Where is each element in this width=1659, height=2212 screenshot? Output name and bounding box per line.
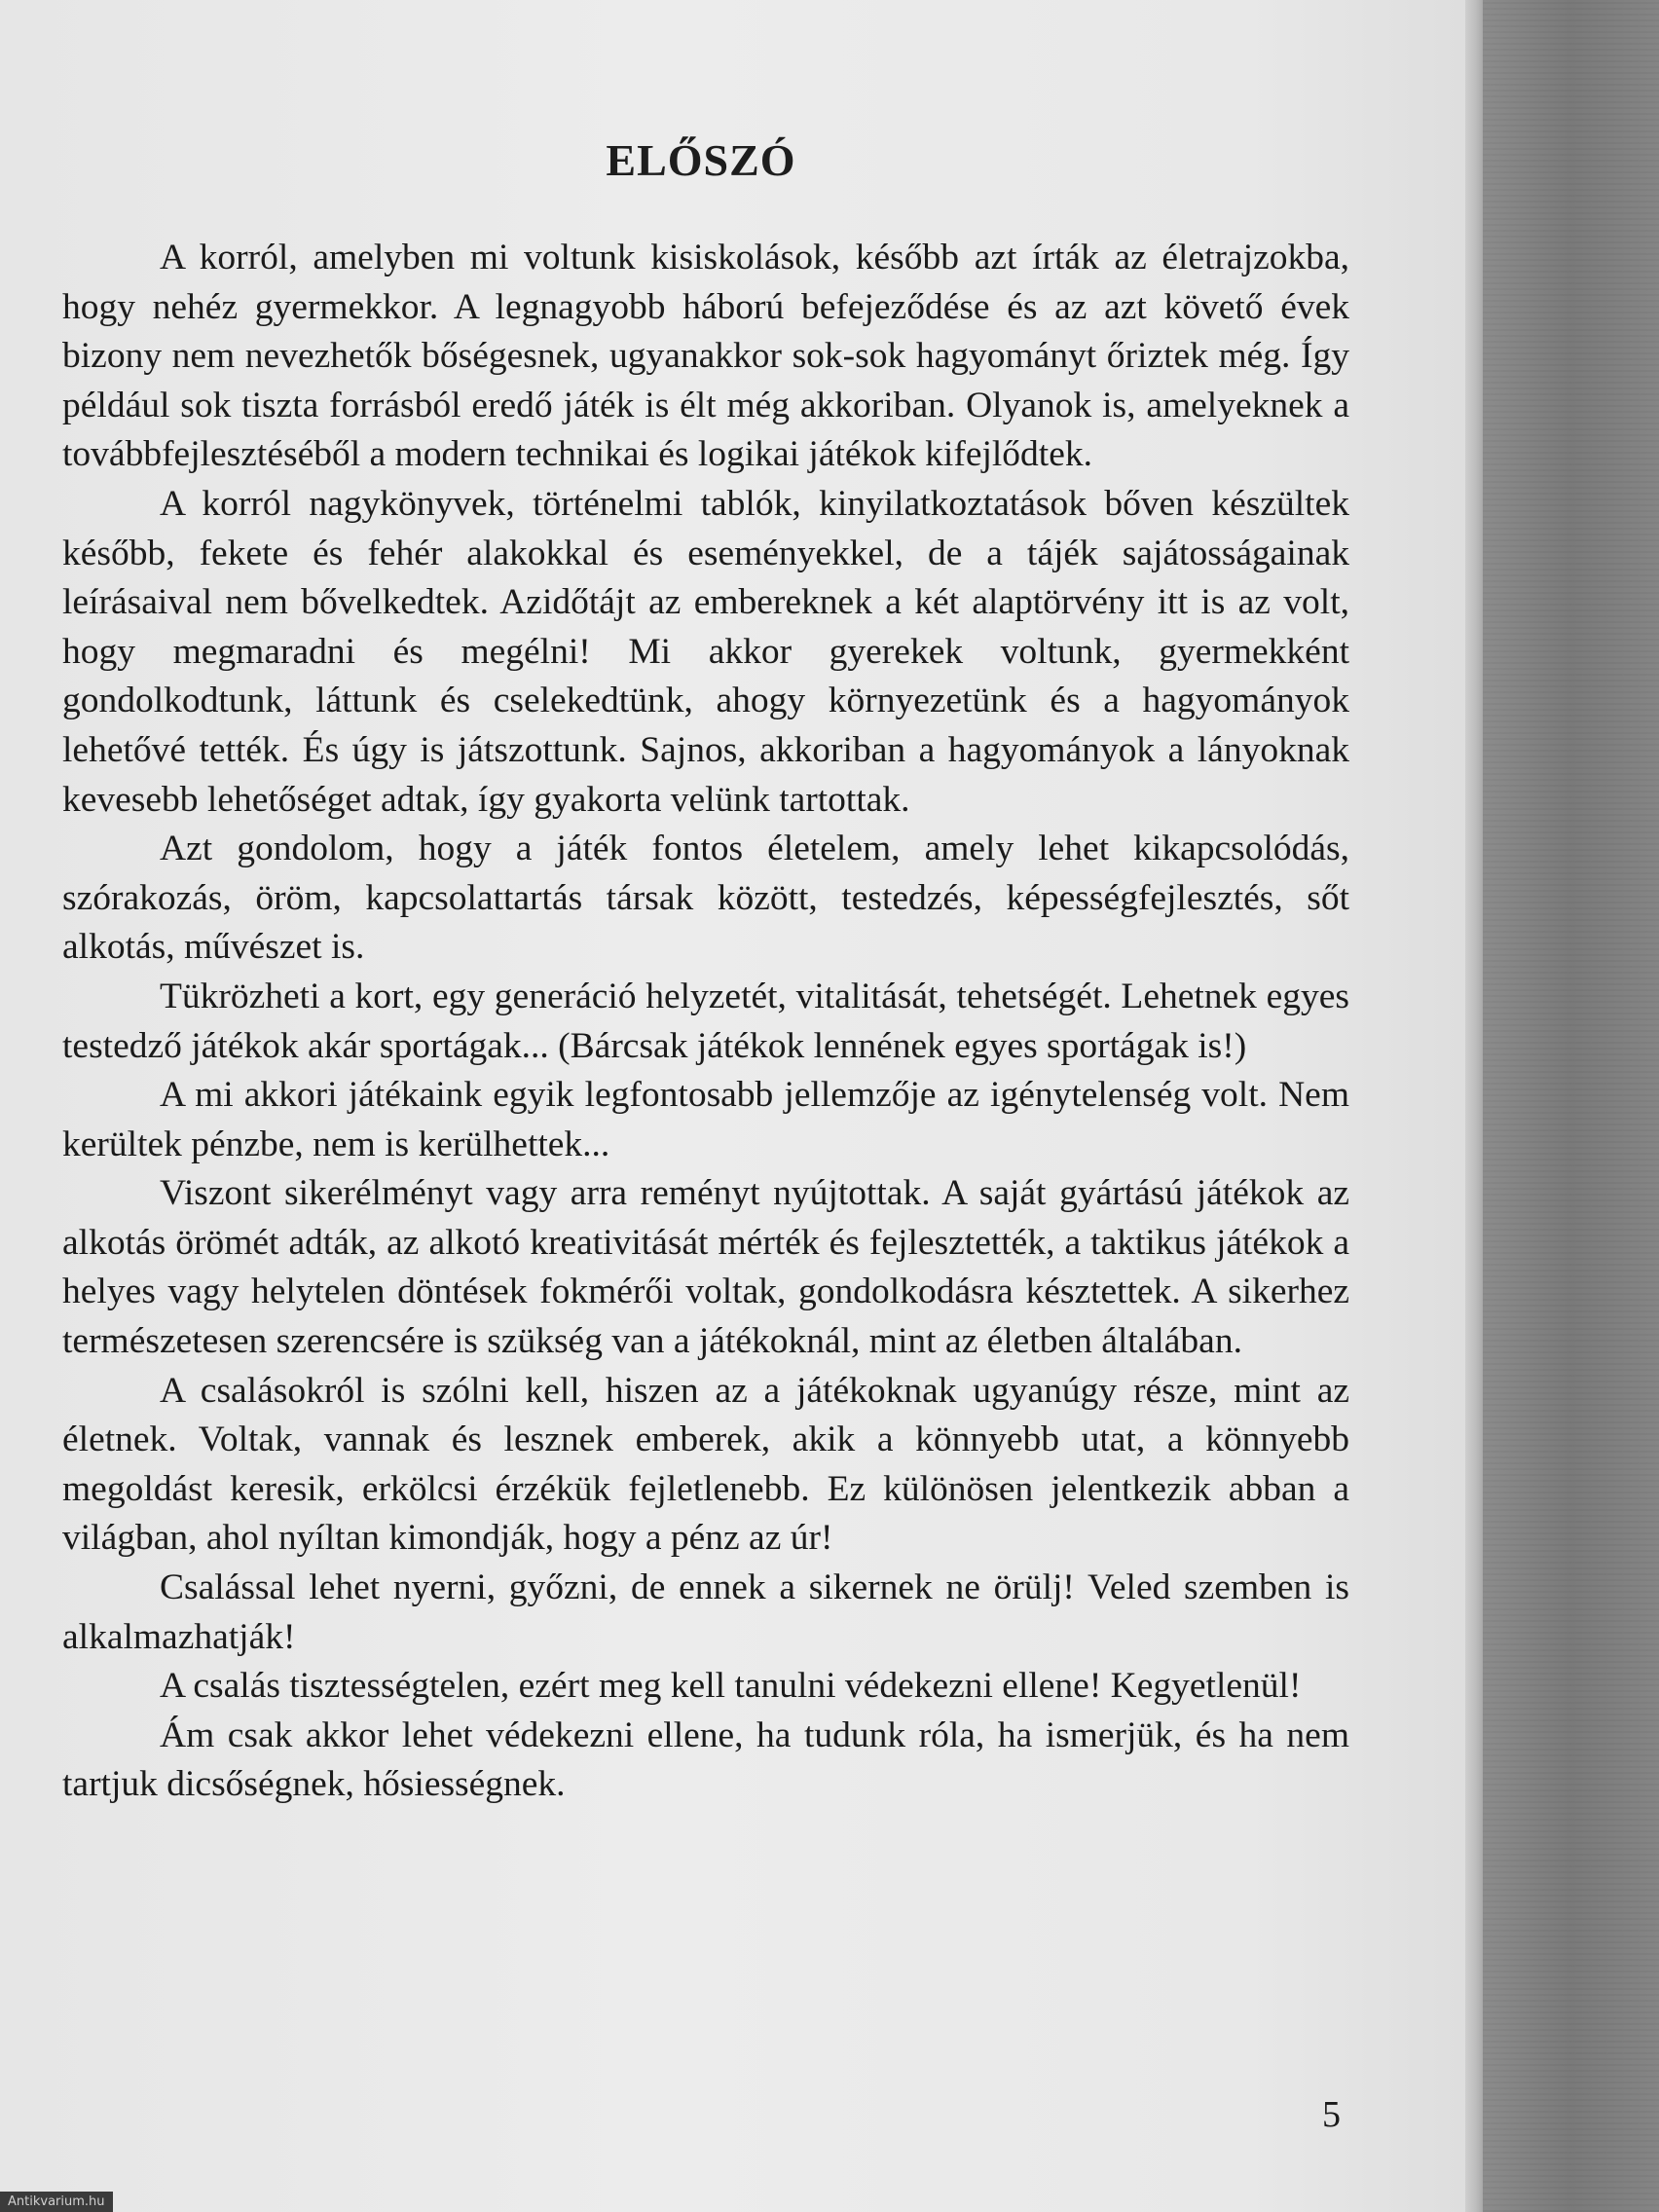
paragraph-8: Csalással lehet nyerni, győzni, de ennek a sikernek ne örülj! Veled szemben is alkalmazhatják! <box>62 1567 1349 1657</box>
paragraph-6: Viszont sikerélményt vagy arra reményt nyújtottak. A saját gyártású játékok az alkotás örömét adták, az alkotó kreativitását mérték és fejlesztették, a taktikus játékok a helyes vagy helytelen döntések fokmérői voltak, gondolkodásra késztettek. A sikerhez természetesen szerencsére is szükség van a játékoknál, mint az életben általában. <box>62 1173 1349 1362</box>
facing-page-shadow <box>1483 0 1659 2212</box>
paragraph-3: Azt gondolom, hogy a játék fontos életelem, amely lehet kikapcsolódás, szórakozás, öröm, kapcsolattartás társak között, testedzés, képességfejlesztés, sőt alkotás, művészet is. <box>62 829 1349 968</box>
paragraph-7: A csalásokról is szólni kell, hiszen az a játékoknak ugyanúgy része, mint az életnek. Voltak, vannak és lesznek emberek, akik a könnyebb utat, a könnyebb megoldást keresik, erkölcsi érzékük fejletlenebb. Ez különösen jelentkezik abban a világban, ahol nyíltan kimondják, hogy a pénz az úr! <box>62 1370 1349 1559</box>
paragraph-9: A csalás tisztességtelen, ezért meg kell tanulni védekezni ellene! Kegyetlenül! <box>160 1666 1302 1707</box>
paragraph-2: A korról nagykönyvek, történelmi tablók, kinyilatkoztatások bőven készültek később, fekete és fehér alakokkal és eseményekkel, de a tájék sajátosságainak leírásaival nem bővelkedtek. Azidőtájt az embereknek a két alaptörvény itt is az volt, hogy megmaradni és megélni! Mi akkor gyerekek voltunk, gyermekként gondolkodtunk, láttunk és cselekedtünk, ahogy környezetünk és a hagyományok lehetővé tették. És úgy is játszottunk. Sajnos, akkoriban a hagyományok a lányoknak kevesebb lehetőséget adtak, így gyakorta velünk tartottak. <box>62 483 1349 820</box>
paragraph-1: A korról, amelyben mi voltunk kisiskolások, később azt írták az életrajzokba, hogy nehéz gyermekkor. A legnagyobb háború befejeződése és az azt követő évek bizony nem nevezhetők bőségesnek, ugyanakkor sok-sok hagyományt őriztek még. Így például sok tiszta forrásból eredő játék is élt még akkoriban. Olyanok is, amelyeknek a továbbfejlesztéséből a modern technikai és logikai játékok kifejlődtek. <box>62 238 1349 475</box>
paragraph-10: Ám csak akkor lehet védekezni ellene, ha tudunk róla, ha ismerjük, és ha nem tartjuk dicsőségnek, hősiességnek. <box>62 1714 1349 1805</box>
paragraph-4: Tükrözheti a kort, egy generáció helyzetét, vitalitását, tehetségét. Lehetnek egyes testedző játékok akár sportágak... (Bárcsak játékok lennének egyes sportágak is!) <box>62 976 1349 1066</box>
paragraph-5: A mi akkori játékaink egyik legfontosabb jellemzője az igénytelenség volt. Nem kerültek pénzbe, nem is kerülhettek... <box>62 1075 1349 1164</box>
page-number: 5 <box>1322 2094 1341 2135</box>
page-edge <box>1465 0 1483 2212</box>
page-title: ELŐSZÓ <box>606 135 796 185</box>
watermark: Antikvarium.hu <box>0 2192 113 2212</box>
preface-body <box>62 234 1349 1810</box>
